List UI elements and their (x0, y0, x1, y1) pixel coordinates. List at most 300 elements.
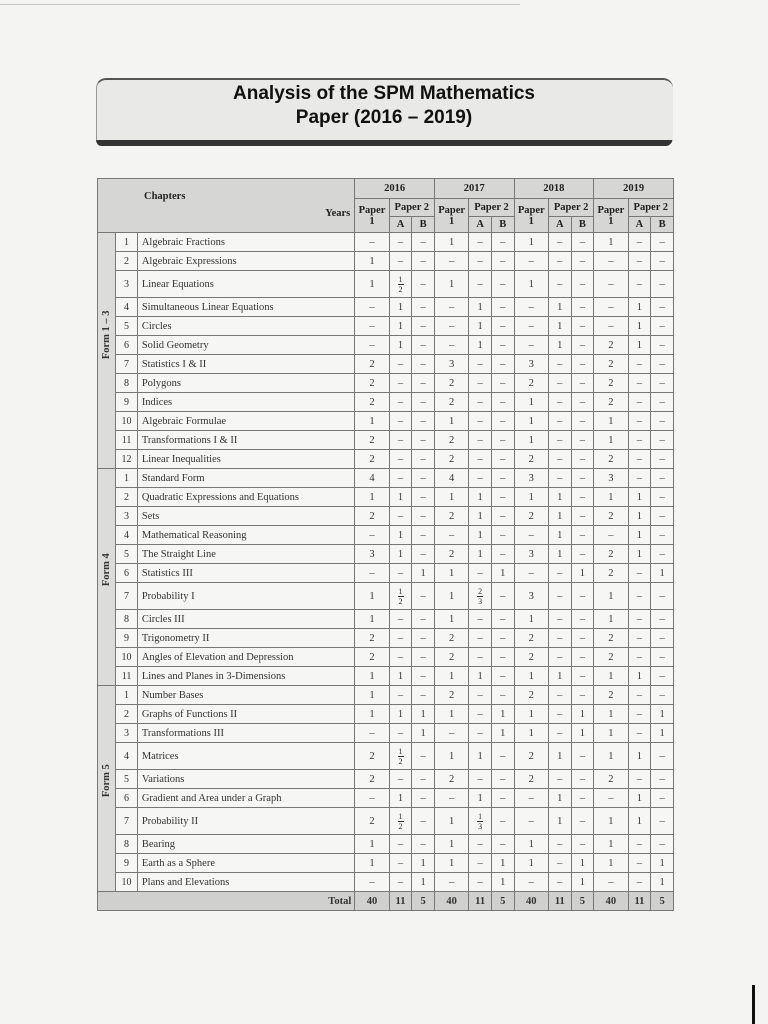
question-count-cell: 2 (514, 374, 548, 393)
question-count-cell: – (355, 233, 389, 252)
question-count-cell: – (389, 854, 412, 873)
question-count-cell: – (355, 789, 389, 808)
question-count-cell: 1 (434, 271, 468, 298)
question-count-cell: – (469, 770, 492, 789)
chapter-name: Linear Equations (137, 271, 354, 298)
form-label-text: Form 4 (101, 552, 113, 586)
question-count-cell: 1 (389, 705, 412, 724)
form-group-label (98, 686, 116, 892)
table-row (98, 835, 674, 854)
question-count-cell: 1 (548, 298, 571, 317)
question-count-cell: – (389, 648, 412, 667)
question-count-cell: – (651, 629, 674, 648)
question-count-cell: – (412, 770, 435, 789)
question-count-cell: – (548, 233, 571, 252)
question-count-cell: 1 (628, 526, 651, 545)
question-count-cell: – (412, 252, 435, 271)
question-count-cell: – (651, 488, 674, 507)
question-count-cell: – (469, 873, 492, 892)
question-count-cell: – (628, 770, 651, 789)
question-count-cell: – (571, 629, 594, 648)
question-count-cell: – (434, 336, 468, 355)
question-count-cell: 1 (594, 583, 628, 610)
question-count-cell: 1 (514, 431, 548, 450)
table-header (98, 179, 674, 233)
chapter-name: Statistics III (137, 564, 354, 583)
question-count-cell: – (491, 317, 514, 336)
table-row (98, 648, 674, 667)
chapter-name: Linear Inequalities (137, 450, 354, 469)
question-count-cell: 1 (594, 431, 628, 450)
question-count-cell: – (651, 808, 674, 835)
chapter-number: 12 (116, 450, 138, 469)
question-count-cell (389, 743, 412, 770)
question-count-cell: 1 (594, 233, 628, 252)
question-count-cell: – (514, 564, 548, 583)
question-count-cell: – (389, 770, 412, 789)
table-row (98, 431, 674, 450)
fraction-numerator: 1 (398, 746, 403, 756)
question-count-cell: – (548, 705, 571, 724)
question-count-cell: 3 (355, 545, 389, 564)
table-row (98, 629, 674, 648)
question-count-cell: 4 (434, 469, 468, 488)
chapter-name: Standard Form (137, 469, 354, 488)
question-count-cell: 3 (514, 545, 548, 564)
question-count-cell: – (628, 252, 651, 271)
question-count-cell: – (571, 583, 594, 610)
paper1-header: Paper 1 (514, 199, 548, 233)
question-count-cell: 1 (548, 317, 571, 336)
chapter-number: 9 (116, 854, 138, 873)
question-count-cell: – (469, 412, 492, 431)
question-count-cell: 1 (355, 705, 389, 724)
question-count-cell: 1 (389, 789, 412, 808)
page-title (96, 82, 672, 130)
question-count-cell: 1 (548, 507, 571, 526)
question-count-cell: – (514, 317, 548, 336)
question-count-cell: – (548, 770, 571, 789)
table-row (98, 564, 674, 583)
question-count-cell: – (628, 233, 651, 252)
question-count-cell: 1 (548, 808, 571, 835)
title-line-2: Paper (2016 – 2019) (295, 107, 473, 128)
question-count-cell: 2 (434, 374, 468, 393)
form-group-label (98, 469, 116, 686)
question-count-cell: 1 (548, 667, 571, 686)
question-count-cell: – (434, 526, 468, 545)
question-count-cell: – (651, 835, 674, 854)
question-count-cell: – (412, 355, 435, 374)
question-count-cell: 1 (514, 412, 548, 431)
question-count-cell: 1 (571, 564, 594, 583)
question-count-cell: – (491, 507, 514, 526)
table-row (98, 854, 674, 873)
question-count-cell: – (412, 526, 435, 545)
question-count-cell: 2 (355, 374, 389, 393)
question-count-cell: – (548, 431, 571, 450)
question-count-cell: 1 (594, 412, 628, 431)
question-count-cell: – (651, 431, 674, 450)
question-count-cell: – (571, 686, 594, 705)
question-count-cell: – (412, 298, 435, 317)
chapter-name: Polygons (137, 374, 354, 393)
table-row (98, 583, 674, 610)
table-body (98, 233, 674, 911)
chapter-name: Circles (137, 317, 354, 336)
chapter-number: 3 (116, 271, 138, 298)
question-count-cell: – (651, 667, 674, 686)
total-value: 11 (628, 892, 651, 911)
table-row (98, 317, 674, 336)
question-count-cell: – (514, 808, 548, 835)
question-count-cell: 1 (514, 705, 548, 724)
question-count-cell: 1 (514, 393, 548, 412)
question-count-cell: – (412, 545, 435, 564)
question-count-cell: – (389, 393, 412, 412)
question-count-cell: – (548, 564, 571, 583)
table-row (98, 271, 674, 298)
question-count-cell: 1 (594, 835, 628, 854)
chapter-name: Simultaneous Linear Equations (137, 298, 354, 317)
question-count-cell: – (389, 724, 412, 743)
question-count-cell: 1 (651, 724, 674, 743)
question-count-cell: – (628, 469, 651, 488)
chapter-number: 4 (116, 743, 138, 770)
question-count-cell: – (355, 526, 389, 545)
table-row (98, 252, 674, 271)
question-count-cell: – (548, 854, 571, 873)
question-count-cell: 2 (594, 545, 628, 564)
question-count-cell: – (548, 271, 571, 298)
chapter-name: Graphs of Functions II (137, 705, 354, 724)
question-count-cell: 3 (514, 583, 548, 610)
question-count-cell: – (389, 835, 412, 854)
question-count-cell: – (548, 610, 571, 629)
table-row (98, 743, 674, 770)
question-count-cell: – (628, 724, 651, 743)
question-count-cell: – (469, 564, 492, 583)
paper1-header: Paper 1 (594, 199, 628, 233)
question-count-cell: – (628, 374, 651, 393)
fraction-value (398, 812, 404, 831)
question-count-cell: – (469, 271, 492, 298)
chapter-name: Plans and Elevations (137, 873, 354, 892)
question-count-cell: 1 (548, 526, 571, 545)
question-count-cell: 1 (434, 705, 468, 724)
question-count-cell: – (434, 789, 468, 808)
question-count-cell: – (651, 469, 674, 488)
question-count-cell: – (651, 271, 674, 298)
question-count-cell: 1 (628, 317, 651, 336)
question-count-cell: – (571, 233, 594, 252)
question-count-cell: 1 (628, 789, 651, 808)
question-count-cell: – (651, 770, 674, 789)
question-count-cell: – (412, 431, 435, 450)
question-count-cell: – (469, 233, 492, 252)
question-count-cell: 1 (355, 583, 389, 610)
question-count-cell: – (651, 507, 674, 526)
question-count-cell: – (628, 835, 651, 854)
question-count-cell: 2 (514, 507, 548, 526)
question-count-cell: – (412, 271, 435, 298)
question-count-cell: – (651, 545, 674, 564)
question-count-cell: 1 (389, 317, 412, 336)
question-count-cell: 2 (594, 686, 628, 705)
question-count-cell: – (434, 298, 468, 317)
question-count-cell: – (412, 835, 435, 854)
question-count-cell: 1 (355, 686, 389, 705)
year-header: 2016 (355, 179, 435, 199)
question-count-cell: 1 (355, 252, 389, 271)
table-row (98, 488, 674, 507)
question-count-cell: – (651, 526, 674, 545)
question-count-cell: 1 (469, 298, 492, 317)
question-count-cell: – (548, 450, 571, 469)
form-label-text: Form 1 – 3 (101, 310, 113, 360)
question-count-cell: 1 (355, 835, 389, 854)
question-count-cell: – (548, 393, 571, 412)
table-row (98, 789, 674, 808)
chapter-number: 11 (116, 431, 138, 450)
question-count-cell: 1 (434, 854, 468, 873)
question-count-cell: – (548, 252, 571, 271)
chapter-number: 2 (116, 705, 138, 724)
question-count-cell: 1 (469, 526, 492, 545)
chapter-name: Algebraic Fractions (137, 233, 354, 252)
question-count-cell: 2 (594, 355, 628, 374)
table-row (98, 705, 674, 724)
question-count-cell: – (571, 667, 594, 686)
question-count-cell: – (469, 648, 492, 667)
question-count-cell: 1 (469, 545, 492, 564)
chapter-number: 1 (116, 233, 138, 252)
question-count-cell: 2 (514, 450, 548, 469)
question-count-cell: – (389, 374, 412, 393)
question-count-cell: 1 (412, 705, 435, 724)
total-value: 11 (469, 892, 492, 911)
chapter-number: 2 (116, 252, 138, 271)
question-count-cell: 1 (514, 724, 548, 743)
question-count-cell: – (389, 431, 412, 450)
top-rule (0, 4, 520, 5)
question-count-cell: 1 (628, 743, 651, 770)
question-count-cell: – (628, 412, 651, 431)
question-count-cell: – (355, 298, 389, 317)
question-count-cell: – (491, 526, 514, 545)
question-count-cell: 1 (434, 564, 468, 583)
question-count-cell: – (548, 724, 571, 743)
table-row (98, 724, 674, 743)
table-row (98, 412, 674, 431)
chapter-name: Variations (137, 770, 354, 789)
year-header: 2018 (514, 179, 594, 199)
chapter-name: Bearing (137, 835, 354, 854)
question-count-cell: 3 (514, 469, 548, 488)
question-count-cell: – (514, 298, 548, 317)
fraction-denominator: 3 (478, 596, 483, 606)
question-count-cell: – (412, 469, 435, 488)
question-count-cell: – (491, 667, 514, 686)
question-count-cell: 1 (594, 724, 628, 743)
question-count-cell: 1 (355, 488, 389, 507)
fraction-numerator: 1 (398, 586, 403, 596)
question-count-cell: – (571, 808, 594, 835)
question-count-cell: – (355, 336, 389, 355)
question-count-cell: 1 (514, 835, 548, 854)
question-count-cell: 1 (434, 835, 468, 854)
question-count-cell: – (571, 770, 594, 789)
question-count-cell: – (469, 393, 492, 412)
question-count-cell: 1 (434, 667, 468, 686)
question-count-cell (389, 808, 412, 835)
table-row (98, 667, 674, 686)
question-count-cell: – (412, 450, 435, 469)
question-count-cell: 1 (571, 854, 594, 873)
question-count-cell: – (491, 431, 514, 450)
question-count-cell: 1 (571, 724, 594, 743)
question-count-cell: – (412, 789, 435, 808)
question-count-cell: – (412, 686, 435, 705)
question-count-cell: – (355, 724, 389, 743)
question-count-cell: – (651, 450, 674, 469)
question-count-cell: – (628, 450, 651, 469)
question-count-cell: – (514, 873, 548, 892)
chapter-name: The Straight Line (137, 545, 354, 564)
question-count-cell: 1 (628, 298, 651, 317)
question-count-cell: – (548, 835, 571, 854)
question-count-cell: – (628, 583, 651, 610)
fraction-denominator: 2 (398, 596, 403, 606)
question-count-cell: – (571, 789, 594, 808)
chapter-number: 6 (116, 564, 138, 583)
question-count-cell: 3 (434, 355, 468, 374)
question-count-cell: – (491, 336, 514, 355)
question-count-cell: – (469, 724, 492, 743)
question-count-cell: 1 (628, 808, 651, 835)
question-count-cell: 1 (412, 724, 435, 743)
question-count-cell: – (651, 686, 674, 705)
question-count-cell: – (514, 252, 548, 271)
paper1-header: Paper 1 (355, 199, 389, 233)
chapter-name: Probability II (137, 808, 354, 835)
question-count-cell: – (651, 583, 674, 610)
question-count-cell: – (628, 393, 651, 412)
question-count-cell: – (412, 667, 435, 686)
years-label: Years (325, 207, 351, 219)
question-count-cell: 1 (548, 336, 571, 355)
table-row (98, 873, 674, 892)
section-b-header: B (491, 217, 514, 233)
total-value: 5 (412, 892, 435, 911)
question-count-cell: – (571, 469, 594, 488)
table-row (98, 355, 674, 374)
question-count-cell: – (628, 629, 651, 648)
question-count-cell: 2 (514, 648, 548, 667)
question-count-cell: – (571, 252, 594, 271)
question-count-cell: – (469, 686, 492, 705)
total-label: Total (98, 892, 355, 911)
question-count-cell: – (571, 610, 594, 629)
fraction-numerator: 1 (398, 274, 403, 284)
question-count-cell: – (628, 854, 651, 873)
chapter-name: Quadratic Expressions and Equations (137, 488, 354, 507)
question-count-cell: – (412, 743, 435, 770)
question-count-cell: 2 (594, 648, 628, 667)
question-count-cell: 1 (594, 667, 628, 686)
question-count-cell: – (469, 854, 492, 873)
question-count-cell: – (491, 743, 514, 770)
chapters-label: Chapters (144, 190, 186, 202)
analysis-table (97, 178, 674, 911)
chapter-number: 5 (116, 317, 138, 336)
question-count-cell: – (491, 789, 514, 808)
total-value: 5 (651, 892, 674, 911)
question-count-cell: 1 (548, 743, 571, 770)
question-count-cell: 1 (628, 545, 651, 564)
question-count-cell: – (571, 835, 594, 854)
question-count-cell: – (651, 374, 674, 393)
total-row (98, 892, 674, 911)
question-count-cell: 2 (434, 770, 468, 789)
question-count-cell: 1 (594, 705, 628, 724)
question-count-cell: – (491, 412, 514, 431)
fraction-numerator: 2 (478, 586, 483, 596)
question-count-cell: – (434, 252, 468, 271)
paper1-header: Paper 1 (434, 199, 468, 233)
fraction-denominator: 2 (398, 756, 403, 766)
question-count-cell: – (469, 629, 492, 648)
section-a-header: A (469, 217, 492, 233)
question-count-cell: 2 (594, 374, 628, 393)
chapter-name: Matrices (137, 743, 354, 770)
question-count-cell: 2 (434, 393, 468, 412)
question-count-cell: – (548, 648, 571, 667)
question-count-cell: – (571, 743, 594, 770)
question-count-cell: – (412, 507, 435, 526)
question-count-cell: – (514, 336, 548, 355)
question-count-cell: – (651, 743, 674, 770)
chapter-name: Transformations III (137, 724, 354, 743)
table-row (98, 770, 674, 789)
question-count-cell: 1 (594, 610, 628, 629)
chapter-number: 5 (116, 545, 138, 564)
fraction-value (398, 747, 404, 766)
chapter-number: 7 (116, 355, 138, 374)
question-count-cell: 1 (434, 583, 468, 610)
table-row (98, 507, 674, 526)
question-count-cell: – (389, 564, 412, 583)
question-count-cell: – (651, 355, 674, 374)
question-count-cell: – (628, 271, 651, 298)
paper2-header: Paper 2 (548, 199, 593, 217)
question-count-cell: – (571, 317, 594, 336)
chapter-name: Indices (137, 393, 354, 412)
question-count-cell: – (628, 705, 651, 724)
question-count-cell: – (571, 374, 594, 393)
question-count-cell: – (571, 393, 594, 412)
question-count-cell: 3 (514, 355, 548, 374)
question-count-cell: – (469, 252, 492, 271)
question-count-cell: – (389, 873, 412, 892)
question-count-cell: 2 (434, 686, 468, 705)
question-count-cell: – (389, 412, 412, 431)
question-count-cell: – (469, 705, 492, 724)
question-count-cell: – (571, 450, 594, 469)
chapter-number: 1 (116, 469, 138, 488)
question-count-cell: – (548, 583, 571, 610)
question-count-cell: 2 (514, 629, 548, 648)
